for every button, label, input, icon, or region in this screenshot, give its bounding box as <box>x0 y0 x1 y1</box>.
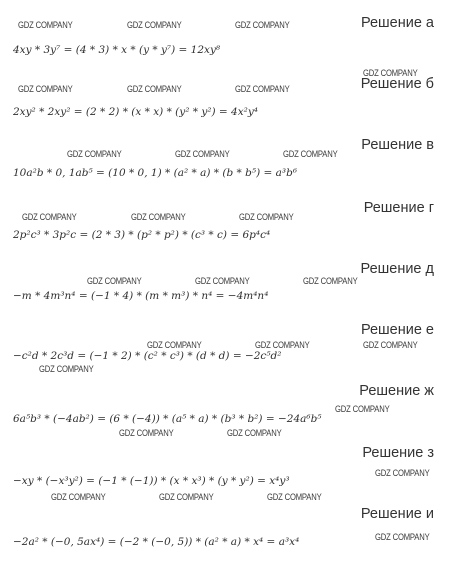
watermark: GDZ COMPANY <box>235 84 290 94</box>
watermark: GDZ COMPANY <box>363 340 418 350</box>
section-heading: Решение б <box>360 76 434 92</box>
equation: −xy * (−x³y²) = (−1 * (−1)) * (x * x³) * (y * y²) = x⁴y³ <box>13 475 290 487</box>
equation: −m * 4m³n⁴ = (−1 * 4) * (m * m³) * n⁴ = −4m⁴n⁴ <box>13 290 269 302</box>
equation: 2p²c³ * 3p²c = (2 * 3) * (p² * p²) * (c³ * c) = 6p⁴c⁴ <box>13 229 271 241</box>
watermark: GDZ COMPANY <box>18 84 73 94</box>
watermark: GDZ COMPANY <box>335 404 390 414</box>
watermark: GDZ COMPANY <box>127 20 182 30</box>
watermark: GDZ COMPANY <box>195 276 250 286</box>
section-heading: Решение д <box>360 261 434 277</box>
watermark: GDZ COMPANY <box>283 149 338 159</box>
watermark: GDZ COMPANY <box>235 20 290 30</box>
equation: −2a² * (−0, 5ax⁴) = (−2 * (−0, 5)) * (a² * a) * x⁴ = a³x⁴ <box>13 536 300 548</box>
section-heading: Решение з <box>362 445 434 461</box>
equation: −c²d * 2c³d = (−1 * 2) * (c² * c³) * (d * d) = −2c⁵d² <box>13 350 282 362</box>
watermark: GDZ COMPANY <box>227 428 282 438</box>
watermark: GDZ COMPANY <box>39 364 94 374</box>
section-heading: Решение ж <box>359 383 434 399</box>
watermark: GDZ COMPANY <box>363 68 418 78</box>
section-heading: Решение в <box>361 137 434 153</box>
equation: 4xy * 3y⁷ = (4 * 3) * x * (y * y⁷) = 12xy⁸ <box>13 44 221 56</box>
watermark: GDZ COMPANY <box>159 492 214 502</box>
watermark: GDZ COMPANY <box>147 340 202 350</box>
equation: 2xy² * 2xy² = (2 * 2) * (x * x) * (y² * y²) = 4x²y⁴ <box>13 106 259 118</box>
watermark: GDZ COMPANY <box>267 492 322 502</box>
equation: 10a²b * 0, 1ab⁵ = (10 * 0, 1) * (a² * a) * (b * b⁵) = a³b⁶ <box>13 167 298 179</box>
watermark: GDZ COMPANY <box>239 212 294 222</box>
section-heading: Решение г <box>363 200 434 216</box>
watermark: GDZ COMPANY <box>119 428 174 438</box>
watermark: GDZ COMPANY <box>375 532 430 542</box>
watermark: GDZ COMPANY <box>303 276 358 286</box>
watermark: GDZ COMPANY <box>175 149 230 159</box>
watermark: GDZ COMPANY <box>255 340 310 350</box>
watermark: GDZ COMPANY <box>22 212 77 222</box>
section-heading: Решение и <box>360 506 434 522</box>
watermark: GDZ COMPANY <box>18 20 73 30</box>
equation: 6a⁵b³ * (−4ab²) = (6 * (−4)) * (a⁵ * a) * (b³ * b²) = −24a⁶b⁵ <box>13 413 322 425</box>
watermark: GDZ COMPANY <box>375 468 430 478</box>
section-heading: Решение е <box>360 322 434 338</box>
watermark: GDZ COMPANY <box>87 276 142 286</box>
watermark: GDZ COMPANY <box>127 84 182 94</box>
watermark: GDZ COMPANY <box>131 212 186 222</box>
section-heading: Решение а <box>360 15 434 31</box>
watermark: GDZ COMPANY <box>67 149 122 159</box>
watermark: GDZ COMPANY <box>51 492 106 502</box>
